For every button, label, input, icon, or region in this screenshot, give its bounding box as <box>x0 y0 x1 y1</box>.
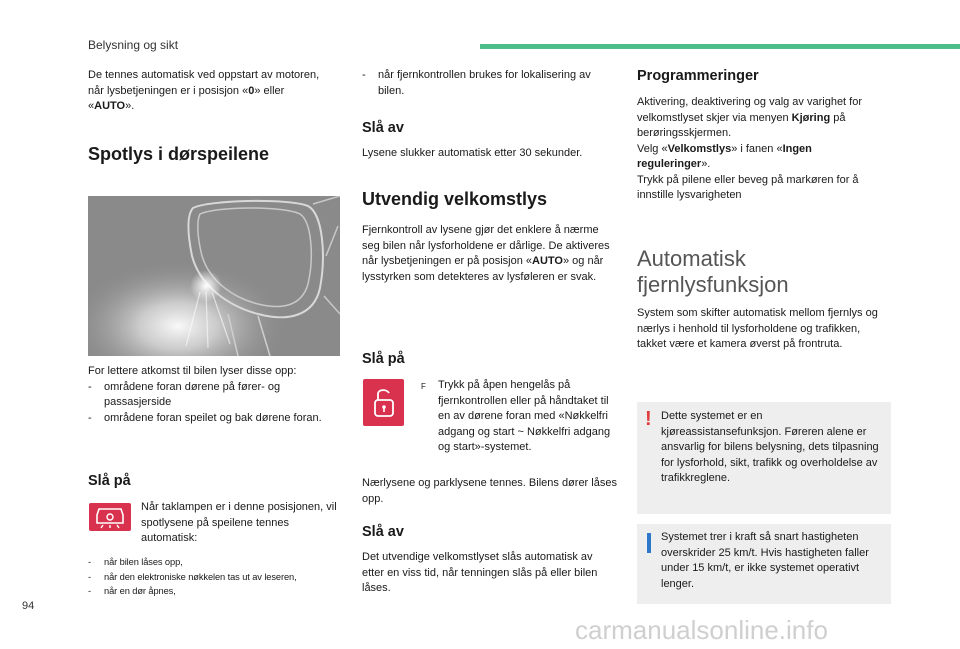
condition-item: - når den elektroniske nøkkelen tas ut av leseren, <box>88 570 348 585</box>
auto-highbeam-text: System som skifter automatisk mellom fjernlys og nærlys i henhold til lysforholdene og trafikken, takket være et kamera øverst på frontruta. <box>637 307 878 350</box>
info-icon <box>647 533 651 553</box>
heading-turn-on: Slå på <box>88 473 131 489</box>
heading-spotlights: Spotlys i dørspeilene <box>88 144 270 164</box>
spotlight-caption: For lettere atkomst til bilen lyser disse opp: - områdene foran dørene på fører- og passasjerside - områdene foran speilet og bak dørene foran. <box>88 364 343 426</box>
caption-item: - områdene foran speilet og bak dørene foran. <box>88 411 343 427</box>
heading-turn-on-2: Slå på <box>362 351 405 367</box>
warning-note <box>637 402 891 514</box>
warning-text: Dette systemet er en kjøreassistansefunksjon. Føreren alene er ansvarlig for bilens belysning, dets tilpasning for lysforhold, sikt, trafikk og overholdelse av trafikkreglene. <box>661 410 879 484</box>
turn-off-text: Lysene slukker automatisk etter 30 sekunder. <box>362 147 583 159</box>
mirror-spotlight-photo <box>88 196 340 356</box>
programming-text: Aktivering, deaktivering og valg av varighet for velkomstlyset skjer via menyen Kjøring på berøringsskjermen. Velg «Velkomstlys» i fanen «Ingen reguleringer». Trykk på pilene eller beveg på markøren for å innstille lysvarigheten <box>637 96 863 201</box>
header-accent-bar <box>480 44 960 49</box>
intro-text: De tennes automatisk ved oppstart av motoren, når lysbetjeningen er i posisjon «0» eller «AUTO». <box>88 69 320 112</box>
turn-on-text: Når taklampen er i denne posisjonen, vil spotlysene på speilene tennes automatisk: <box>141 501 337 544</box>
info-text: Systemet trer i kraft så snart hastigheten overskrider 25 km/t. Hvis hastigheten faller under 15 km/t, er ikke systemet operativt lenger. <box>661 531 869 590</box>
door-lamp-icon <box>89 503 131 531</box>
caption-item: - områdene foran dørene på fører- og passasjerside <box>88 380 343 411</box>
welcome-desc: Fjernkontroll av lysene gjør det enklere å nærme seg bilen når lysforholdene er dårlige. De aktiveres når lysbetjeningen er på posisjon «AUTO» og når lysstyrken som detekteres av lysføleren er svak. <box>362 224 610 283</box>
turn-on-conditions <box>88 555 348 599</box>
turn-off-text-2: Det utvendige velkomstlyset slås automatisk av etter en viss tid, når tenningen slås på eller bilen låses. <box>362 551 598 594</box>
step-bullet: F <box>421 382 426 391</box>
unlock-padlock-icon <box>363 379 404 426</box>
watermark: carmanualsonline.info <box>575 615 828 645</box>
heading-turn-off-2: Slå av <box>362 524 404 540</box>
turn-on-step: Trykk på åpen hengelås på fjernkontrollen eller på håndtaket til en av dørene foran med «Nøkkelfri adgang og start ~ Nøkkelfri adgang og start»-systemet. <box>438 379 611 453</box>
turn-on-result: Nærlysene og parklysene tennes. Bilens dører låses opp. <box>362 477 617 505</box>
locate-item: - når fjernkontrollen brukes for lokalisering av bilen. <box>362 68 617 99</box>
info-note <box>637 524 891 604</box>
heading-auto-highbeam: Automatisk fjernlysfunksjon <box>637 246 789 297</box>
condition-item: - når en dør åpnes, <box>88 584 348 599</box>
page-number: 94 <box>22 600 35 612</box>
heading-turn-off-1: Slå av <box>362 120 404 136</box>
condition-item: - når bilen låses opp, <box>88 555 348 570</box>
section-title: Belysning og sikt <box>88 38 179 52</box>
heading-welcome-lights: Utvendig velkomstlys <box>362 189 548 209</box>
warning-icon: ! <box>645 408 652 430</box>
heading-programming: Programmeringer <box>637 68 759 84</box>
mirror-spotlight-illustration <box>88 196 340 356</box>
